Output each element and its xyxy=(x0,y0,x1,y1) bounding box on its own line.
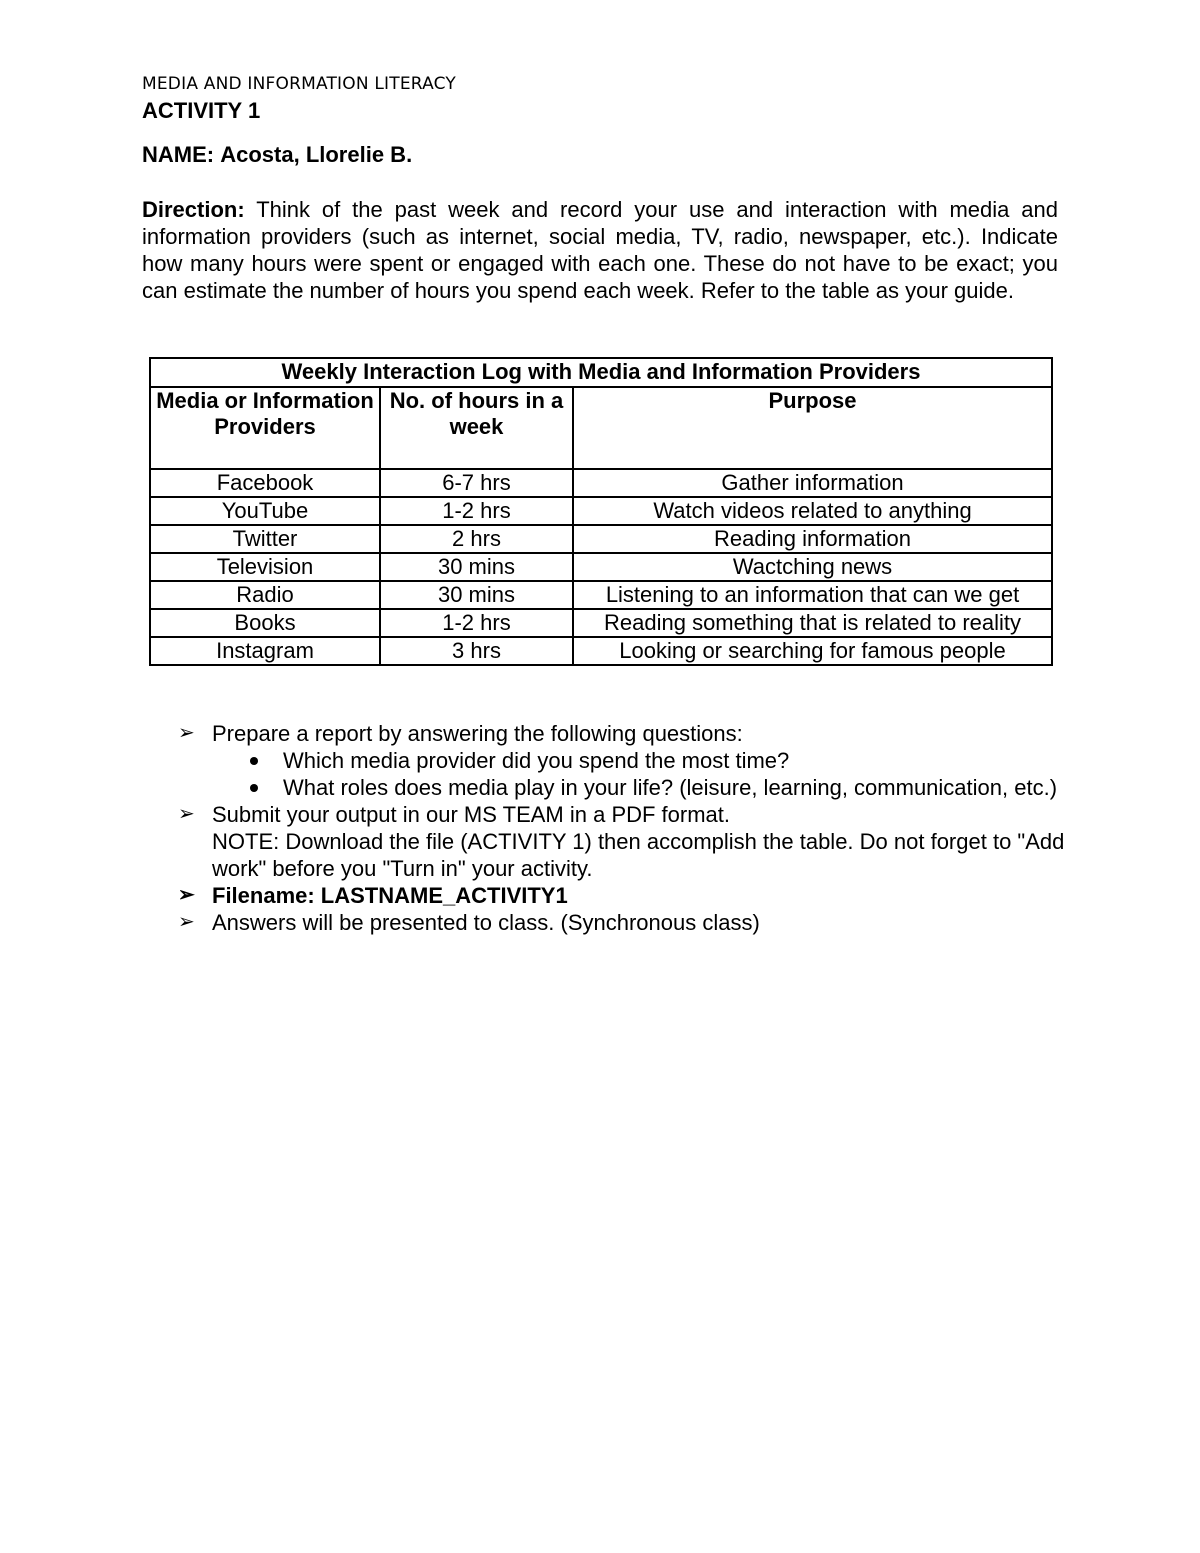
submit-instruction: Submit your output in our MS TEAM in a PDF format. xyxy=(212,802,731,827)
arrow-bullet-icon: ➢ xyxy=(178,911,195,933)
table-row xyxy=(150,637,1052,665)
cell-purpose: Reading information xyxy=(573,525,1052,553)
table-row xyxy=(150,525,1052,553)
column-header-hours: No. of hours in a week xyxy=(380,387,573,469)
instructions-list xyxy=(178,720,1068,936)
interaction-log-table xyxy=(149,357,1053,666)
column-header-provider: Media or Information Providers xyxy=(150,387,380,469)
cell-hours: 30 mins xyxy=(380,553,573,581)
direction-paragraph xyxy=(142,196,1058,304)
cell-purpose: Reading something that is related to reality xyxy=(573,609,1052,637)
list-item xyxy=(178,882,1068,909)
list-item xyxy=(178,909,1068,936)
question-1: Which media provider did you spend the most time? xyxy=(283,748,790,773)
cell-hours: 6-7 hrs xyxy=(380,469,573,497)
column-header-purpose: Purpose xyxy=(573,387,1052,469)
cell-purpose: Watch videos related to anything xyxy=(573,497,1052,525)
subject-title: MEDIA AND INFORMATION LITERACY xyxy=(142,74,456,94)
cell-provider: Twitter xyxy=(150,525,380,553)
table-title: Weekly Interaction Log with Media and Information Providers xyxy=(150,358,1052,387)
answers-instruction: Answers will be presented to class. (Synchronous class) xyxy=(212,910,760,935)
cell-hours: 2 hrs xyxy=(380,525,573,553)
list-item xyxy=(178,774,1068,801)
cell-provider: Facebook xyxy=(150,469,380,497)
activity-title: ACTIVITY 1 xyxy=(142,98,261,123)
cell-provider: Books xyxy=(150,609,380,637)
cell-provider: Television xyxy=(150,553,380,581)
cell-hours: 1-2 hrs xyxy=(380,609,573,637)
question-2: What roles does media play in your life? (leisure, learning, communication, etc.) xyxy=(283,775,1058,800)
cell-provider: YouTube xyxy=(150,497,380,525)
table-row xyxy=(150,469,1052,497)
name-label: NAME: xyxy=(142,142,215,167)
cell-provider: Radio xyxy=(150,581,380,609)
table-row xyxy=(150,553,1052,581)
cell-purpose: Wactching news xyxy=(573,553,1052,581)
cell-hours: 3 hrs xyxy=(380,637,573,665)
arrow-bullet-icon: ➢ xyxy=(178,884,195,906)
cell-hours: 1-2 hrs xyxy=(380,497,573,525)
cell-provider: Instagram xyxy=(150,637,380,665)
list-item xyxy=(178,747,1068,774)
name-value: Acosta, Llorelie B. xyxy=(220,142,413,167)
direction-label: Direction: xyxy=(142,197,245,222)
table-row xyxy=(150,609,1052,637)
student-name xyxy=(142,142,412,168)
list-item xyxy=(178,801,1068,882)
cell-purpose: Gather information xyxy=(573,469,1052,497)
list-item xyxy=(178,720,1068,747)
report-instruction: Prepare a report by answering the following questions: xyxy=(212,721,743,746)
arrow-bullet-icon: ➢ xyxy=(178,803,195,825)
arrow-bullet-icon: ➢ xyxy=(178,722,195,744)
note-text: NOTE: Download the file (ACTIVITY 1) then accomplish the table. Do not forget to "Add work" before you "Turn in" your activity. xyxy=(212,829,1065,881)
direction-text: Think of the past week and record your use and interaction with media and information providers (such as internet, social media, TV, radio, newspaper, etc.). Indicate how many hours were spent or engaged with each one. These do not have to be exact; you can estimate the number of hours you spend each week. Refer to the table as your guide. xyxy=(142,197,1058,303)
filename-instruction: Filename: LASTNAME_ACTIVITY1 xyxy=(212,883,568,908)
cell-purpose: Looking or searching for famous people xyxy=(573,637,1052,665)
cell-purpose: Listening to an information that can we get xyxy=(573,581,1052,609)
table-row xyxy=(150,581,1052,609)
bullet-dot-icon xyxy=(250,757,258,765)
bullet-dot-icon xyxy=(250,784,258,792)
table-row xyxy=(150,497,1052,525)
cell-hours: 30 mins xyxy=(380,581,573,609)
